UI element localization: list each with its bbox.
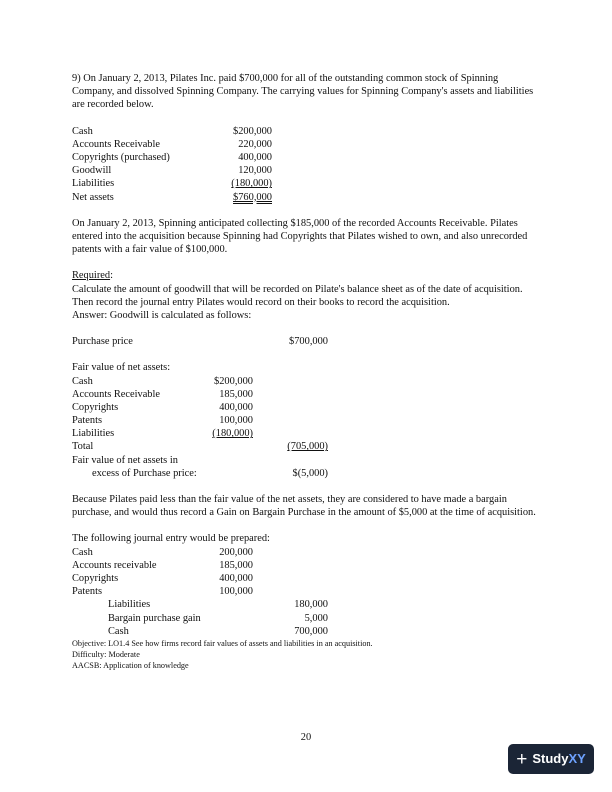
page-number: 20 [300,732,312,743]
row-label: Liabilities [72,178,115,190]
table-row [72,164,272,177]
required-text: Calculate the amount of goodwill that will be recorded on Pilate's balance sheet as of the date of acquisition. Then record the journal entry Pilates would record on their books to record the acquisition. [72,283,523,308]
difficulty-line: Difficulty: Moderate [72,650,140,660]
table-row [72,414,328,427]
row-value: 185,000 [219,388,253,400]
row-value: (705,000) [287,441,328,453]
row-value: 700,000 [294,625,328,637]
row-label: Liabilities [72,428,115,440]
row-label: Purchase price [72,336,133,348]
row-label: Total [72,441,94,453]
row-label: Cash [72,546,93,558]
table-row [72,572,328,585]
table-row [72,151,272,164]
table-row [72,191,272,204]
table-row [72,125,272,138]
row-value: 120,000 [238,165,272,177]
journal-entry [72,546,328,638]
table-row [72,177,272,190]
row-value: 200,000 [219,546,253,558]
document-body [72,72,542,672]
table-row [72,559,328,572]
brand-name [532,752,585,765]
row-value: $760,000 [233,191,272,203]
goodwill-calculation [72,335,328,480]
row-value: (180,000) [212,428,253,440]
table-row [72,454,328,467]
table-row [72,401,328,414]
required-heading: Required: [72,270,113,282]
table-row [72,440,328,453]
row-label: Goodwill [72,165,112,177]
row-label: Net assets [72,191,114,203]
row-label: Copyrights (purchased) [72,151,170,163]
objective-line: Objective: LO1.4 See how firms record fair values of assets and liabilities in an acquisition. [72,638,373,648]
table-row [72,375,328,388]
row-value: 180,000 [294,599,328,611]
row-label: Patents [72,415,103,427]
row-value: 400,000 [219,573,253,585]
table-row [72,361,328,374]
row-label: Fair value of net assets in [72,454,178,466]
row-value: 400,000 [219,401,253,413]
table-row [72,335,328,348]
row-value: 185,000 [219,559,253,571]
row-label: Accounts Receivable [72,388,160,400]
answer-line: Answer: Goodwill is calculated as follows: [72,309,252,321]
table-row [72,598,328,611]
required-label: Required [72,270,111,282]
aacsb-line: AACSB: Application of knowledge [72,661,189,671]
table-row [72,467,328,480]
row-value: 400,000 [238,151,272,163]
table-row [72,546,328,559]
table-row [72,427,328,440]
row-label: Liabilities [108,599,151,611]
table-row [72,585,328,598]
row-value: 100,000 [219,415,253,427]
row-value: (180,000) [231,178,272,190]
table-row [72,388,328,401]
brand-main: Study [532,751,569,767]
row-value: $(5,000) [292,467,328,479]
row-value: $200,000 [233,125,272,137]
row-label: Fair value of net assets: [72,362,171,374]
table-row [72,612,328,625]
row-value: 5,000 [304,612,328,624]
row-label: excess of Purchase price: [92,467,197,479]
row-value: $700,000 [289,336,328,348]
row-value: $200,000 [214,375,253,387]
table-row [72,138,272,151]
row-label: Accounts Receivable [72,138,160,150]
row-label: Bargain purchase gain [108,612,201,624]
row-label: Cash [72,125,93,137]
row-label: Cash [108,625,129,637]
row-label: Accounts receivable [72,559,157,571]
carrying-values-table [72,125,272,204]
row-value: 220,000 [238,138,272,150]
explanation-paragraph: Because Pilates paid less than the fair value of the net assets, they are considered to have made a bargain purchase, and would thus record a Gain on Bargain Purchase in the amount of $5,000 at the time of acquisition. [72,494,536,519]
brand-accent: XY [568,751,586,767]
studyxy-badge[interactable] [508,744,594,774]
table-row [72,625,328,638]
row-label: Copyrights [72,401,119,413]
plus-icon: + [516,748,528,770]
row-label: Copyrights [72,573,119,585]
journal-heading: The following journal entry would be prepared: [72,533,270,545]
row-label: Cash [72,375,93,387]
question-intro: 9) On January 2, 2013, Pilates Inc. paid $700,000 for all of the outstanding common stock of Spinning Company, and dissolved Spinning Company. The carrying values for Spinning Company's assets and liabilities are recorded below. [72,73,534,111]
context-paragraph: On January 2, 2013, Spinning anticipated collecting $185,000 of the recorded Accounts Receivable. Pilates entered into the acquisition because Spinning had Copyrights that Pilates wished to own, and also unrecorded patents with a fair value of $100,000. [72,217,528,256]
row-label: Patents [72,586,103,598]
row-value: 100,000 [219,586,253,598]
